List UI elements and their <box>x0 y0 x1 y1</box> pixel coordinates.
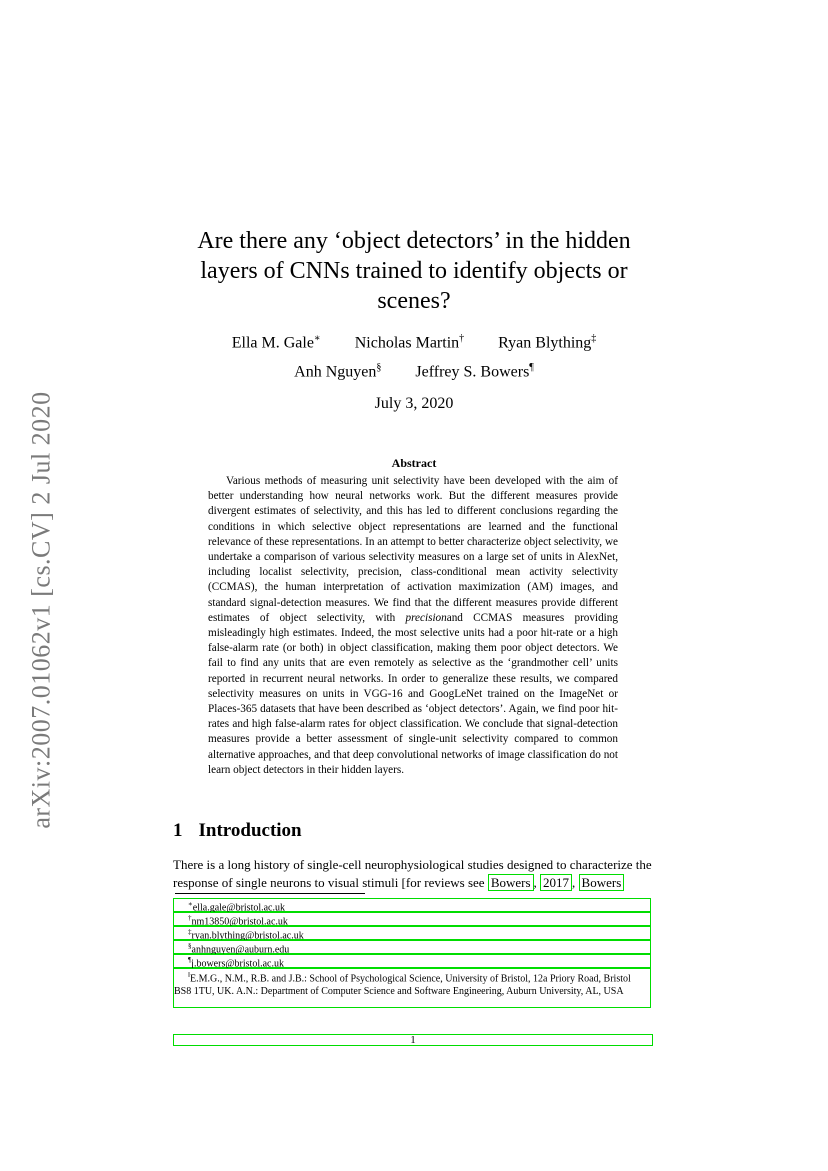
author-mark: § <box>376 362 382 373</box>
footnote-mark: ∗ <box>188 900 193 908</box>
footnote-mark: ¶ <box>188 956 192 964</box>
footnote-email-link[interactable] <box>173 926 651 940</box>
footnote-mark: § <box>188 942 192 950</box>
author <box>232 333 321 352</box>
author <box>415 362 533 381</box>
citation-link[interactable]: Bowers <box>579 874 625 891</box>
footnote-mark: ‡ <box>188 928 192 936</box>
paper-date: July 3, 2020 <box>374 395 454 412</box>
author <box>355 333 464 352</box>
author-mark: ∗ <box>313 333 321 344</box>
footnote-text: E.M.G., N.M., R.B. and J.B.: School of Psychological Science, University of Bristol, 12a Priory Road, Bristol BS8 1TU, UK. A.N.: Department of Computer Science and Software Engineering, Auburn University, AL, USA <box>174 973 631 997</box>
author-mark: ‡ <box>591 333 597 344</box>
authors-row <box>175 362 653 381</box>
abstract-body <box>208 474 618 778</box>
footnote-mark: † <box>188 914 192 922</box>
intro-paragraph <box>173 856 653 892</box>
abstract-text: Various methods of measuring unit selectivity have been developed with the aim of better understanding how neural networks work. But the different measures provide divergent estimates of selectivity, and this has led to different conclusions regarding the conditions in which selective object representations are learned and the functional relevance of these representations. In an attempt to better characterize object selectivity, we undertake a comparison of various selectivity measures on a large set of units in AlexNet, including localist selectivity, precision, class-conditional mean activity selectivity (CCMAS), the human interpretation of activation maximization (AM) images, and standard signal-detection measures. We find that the different measures provide different estimates of object selectivity, with <box>208 475 618 624</box>
footnote-email-link[interactable] <box>173 954 651 968</box>
section-heading <box>173 820 302 842</box>
footnote-email-link[interactable] <box>173 940 651 954</box>
footnote-text: nm13850@bristol.ac.uk <box>191 916 288 928</box>
abstract-text: and CCMAS measures providing misleadingly high estimates. Indeed, the most selective units had a poor hit-rate or a high false-alarm rate (or both) in object classification, making them poor object detectors. We fail to find any units that are even remotely as selective as the ‘grandmother cell’ units reported in recurrent neural networks. In order to generalize these results, we compared selectivity measures on units in VGG-16 and GoogLeNet trained on the ImageNet or Places-365 datasets that have been described as ‘object detectors’. Again, we find poor hit-rates and high false-alarm rates for object classification. We conclude that signal-detection measures provide a better assessment of single-unit selectivity compared to common alternative approaches, and that deep convolutional networks of image classification do not learn object detectors in their hidden layers. <box>208 611 618 776</box>
arxiv-identifier <box>18 380 66 840</box>
footnote-email-link[interactable] <box>173 912 651 926</box>
citation-link[interactable]: 2017 <box>540 874 572 891</box>
authors-row <box>175 333 653 352</box>
footnote-email-link[interactable] <box>173 898 651 912</box>
arxiv-identifier-text: arXiv:2007.01062v1 [cs.CV] 2 Jul 2020 <box>27 391 57 829</box>
abstract-heading: Abstract <box>391 456 437 470</box>
citation-separator: , <box>533 875 541 890</box>
author-name: Jeffrey S. Bowers <box>415 363 530 381</box>
title-line: layers of CNNs trained to identify objects or <box>200 258 628 284</box>
author-mark: ¶ <box>529 362 534 373</box>
author-name: Ryan Blything <box>498 334 592 352</box>
author <box>498 333 596 352</box>
author-name: Nicholas Martin <box>354 334 460 352</box>
footnote-text: anhnguyen@auburn.edu <box>191 944 290 956</box>
footnote-affiliation-link[interactable] <box>173 968 651 1008</box>
paper-title <box>175 226 653 316</box>
footnote-mark: ‖ <box>188 971 190 979</box>
author-name: Ella M. Gale <box>231 334 314 352</box>
footnote-rule <box>175 893 365 894</box>
abstract-emphasis: precision <box>405 611 447 624</box>
section-number: 1 <box>173 820 183 841</box>
section-title: Introduction <box>198 820 302 841</box>
title-line: Are there any ‘object detectors’ in the hidden <box>197 228 631 254</box>
author-mark: † <box>459 333 465 344</box>
citation-link[interactable]: Bowers <box>488 874 534 891</box>
footnote-text: j.bowers@bristol.ac.uk <box>191 958 284 970</box>
citation-separator: , <box>572 875 579 890</box>
title-line: scenes? <box>377 288 451 314</box>
footnote-text: ella.gale@bristol.ac.uk <box>192 902 285 914</box>
author <box>294 362 381 381</box>
author-name: Anh Nguyen <box>294 363 377 381</box>
footnote-text: ryan.blything@bristol.ac.uk <box>191 930 304 942</box>
intro-text: There is a long history of single-cell neurophysiological studies designed to characterize the response of single neurons to visual stimuli [for reviews see <box>173 857 652 890</box>
page-number-link[interactable]: 1 <box>173 1034 653 1046</box>
